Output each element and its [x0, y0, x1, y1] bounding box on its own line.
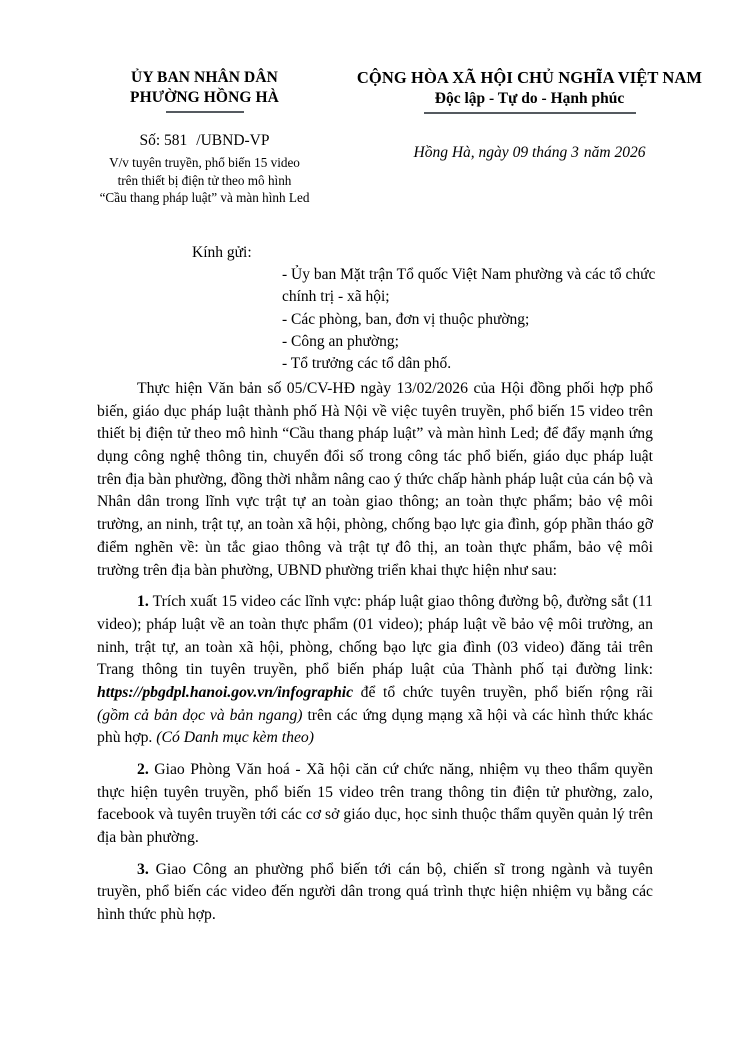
document-subject-line3: “Cầu thang pháp luật” và màn hình Led [99, 190, 310, 206]
recipient-item: - Ủy ban Mặt trận Tổ quốc Việt Nam phường và các tổ chức chính trị - xã hội; [282, 266, 656, 306]
infographic-link[interactable]: https://pbgdpl.hanoi.gov.vn/infographic [97, 683, 354, 701]
national-motto: Độc lập - Tự do - Hạnh phúc [434, 89, 625, 107]
place-and-date-prefix: Hồng Hà, ngày 09 tháng 3 [413, 143, 579, 161]
issuing-authority-line1: ỦY BAN NHÂN DÂN [131, 69, 278, 86]
document-subject-block [62, 154, 347, 207]
recipient-item: - Các phòng, ban, đơn vị thuộc phường; [282, 310, 530, 328]
section-1-text-middle: trên các ứng dụng mạng xã hội và các hình thức khác phù hợp. [97, 706, 653, 747]
section-number: 2. [137, 761, 149, 778]
document-number-suffix: /UBND-VP [196, 131, 270, 149]
section-3-text: Giao Công an phường phổ biến tới cán bộ, chiến sĩ trong ngành và tuyên truyền, phổ biến các video đến người dân trong quá trình thực hiện nhiệm vụ bằng các hình thức phù hợp. [97, 860, 653, 924]
national-heading-underline [424, 112, 636, 114]
national-title: CỘNG HÒA XÃ HỘI CHỦ NGHĨA VIỆT NAM [356, 68, 703, 87]
document-number-value: 581 [164, 131, 188, 149]
recipients-label: Kính gửi: [192, 244, 252, 261]
document-number-line [62, 131, 347, 150]
section-1-text-before-url: Trích xuất 15 video các lĩnh vực: pháp luật giao thông đường bộ, đường sắt (11 video); pháp luật về an toàn thực phẩm (01 video); pháp luật về bảo vệ môi trường, an ninh, trật tự, an toàn xã hội, phòng, chống bạo lực gia đình (03 video) đăng tải trên Trang thông tin tuyên truyền, phổ biến pháp luật của Thành phố tại đường link: [97, 593, 653, 679]
body-section-2 [97, 759, 653, 850]
recipient-item: - Công an phường; [282, 333, 399, 351]
body-paragraph-intro: Thực hiện Văn bản số 05/CV-HĐ ngày 13/02/2026 của Hội đồng phối hợp phổ biến, giáo dục pháp luật thành phố Hà Nội về việc tuyên truyền, phổ biến 15 video trên thiết bị điện tử theo mô hình “Cầu thang pháp luật” và màn hình Led; để đẩy mạnh ứng dụng công nghệ thông tin, chuyển đổi số trong công tác phổ biến, giáo dục pháp luật trên địa bàn phường, đồng thời nhằm nâng cao ý thức chấp hành pháp luật của cán bộ và Nhân dân trong lĩnh vực trật tự an toàn giao thông; an toàn thực phẩm; bảo vệ môi trường, an ninh, trật tự, an toàn xã hội, phòng, chống bạo lực gia đình, góp phần tháo gỡ điểm nghẽn về: ùn tắc giao thông và trật tự đô thị, an toàn thực phẩm, bảo vệ môi trường trên địa bàn phường, UBND phường triển khai thực hiện như sau: [97, 380, 653, 579]
section-number: 1. [137, 593, 149, 611]
recipient-item: - Tổ trưởng các tổ dân phố. [282, 355, 452, 373]
section-number: 3. [137, 860, 149, 878]
issuing-authority-underline [166, 111, 244, 113]
section-1-text-after-url: để tổ chức tuyên truyền, phổ biến rộng rãi [353, 683, 653, 701]
section-1-italic-note-2: (Có Danh mục kèm theo) [156, 729, 314, 747]
document-header [0, 68, 740, 207]
issuing-authority-block [62, 68, 347, 207]
recipients-list [282, 264, 692, 376]
recipients-block [192, 243, 692, 376]
document-subject-line1: V/v tuyên truyền, phổ biến 15 video [109, 155, 300, 171]
body-section-3 [97, 859, 653, 927]
body-section-1 [97, 591, 653, 750]
document-number-label: Số: [139, 131, 161, 149]
document-subject-line2: trên thiết bị điện tử theo mô hình [117, 172, 292, 188]
place-and-date-suffix: năm 2026 [583, 143, 646, 161]
national-heading-block [347, 68, 740, 162]
section-1-italic-note-1: (gồm cả bản dọc và bản ngang) [97, 706, 303, 724]
section-2-text: Giao Phòng Văn hoá - Xã hội căn cứ chức năng, nhiệm vụ theo thẩm quyền thực hiện tuyên truyền, phổ biến 15 video trên trang thông tin điện tử phường, zalo, facebook và tuyên truyền tới các cơ sở giáo dục, học sinh thuộc thẩm quyền quản lý trên địa bàn phường. [97, 761, 653, 847]
document-body [97, 378, 653, 928]
issuing-authority-line2: PHƯỜNG HỒNG HÀ [130, 88, 279, 106]
place-and-date-line [347, 144, 712, 162]
